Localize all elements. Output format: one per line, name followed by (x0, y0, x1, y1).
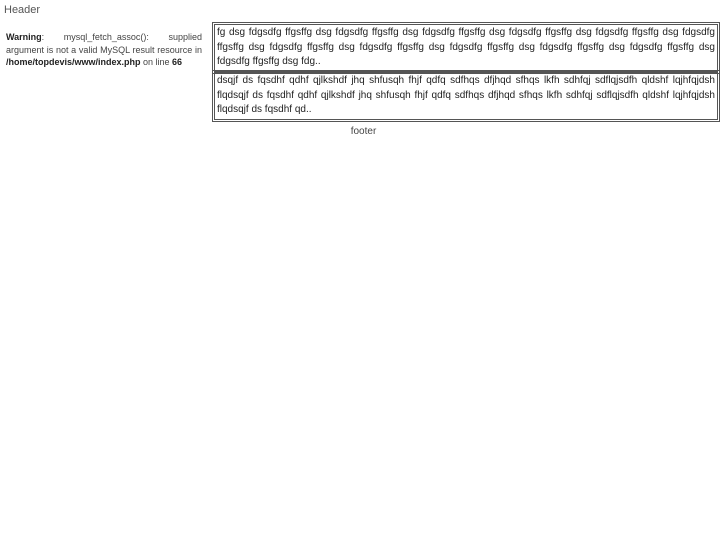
warning-file-path: /home/topdevis/www/index.php (6, 57, 141, 67)
warning-label: Warning (6, 32, 42, 42)
content-block-1: fg dsg fdgsdfg ffgsffg dsg fdgsdfg ffgsffg dsg fdgsdfg ffgsffg dsg fdgsdfg ffgsffg dsg fdgsdfg ffgsffg dsg fdgsdfg ffgsffg dsg fdgsdfg ffgsffg dsg fdgsdfg ffgsffg dsg fdgsdfg ffgsffg dsg fdgsdfg ffgsffg dsg fdgsdfg ffgsffg dsg fdgsdfg ffgsffg dsg fdg.. (212, 22, 720, 74)
warning-text-line: on line (140, 57, 173, 67)
content-block-2: dsqjf ds fqsdhf qdhf qjlkshdf jhq shfusqh fhjf qdfq sdfhqs dfjhqd sfhqs lkfh sdhfqj sdflqjsdfh qldshf lqjhfqjdsh flqdsqjf ds fqsdhf qdhf qjlkshdf jhq shfusqh fhjf qdfq sdfhqs dfjhqd sfhqs lkfh sdhfqj sdflqjsdfh qldshf lqjhfqjdsh flqdsqjf ds fqsdhf qd.. (212, 70, 720, 122)
page-header: Header (4, 4, 41, 16)
warning-text: : mysql_fetch_assoc(): supplied argument is not a valid MySQL result resource in (6, 32, 202, 55)
page-footer: footer (350, 126, 377, 137)
php-warning-message (6, 31, 202, 69)
warning-line-number: 66 (172, 57, 183, 67)
